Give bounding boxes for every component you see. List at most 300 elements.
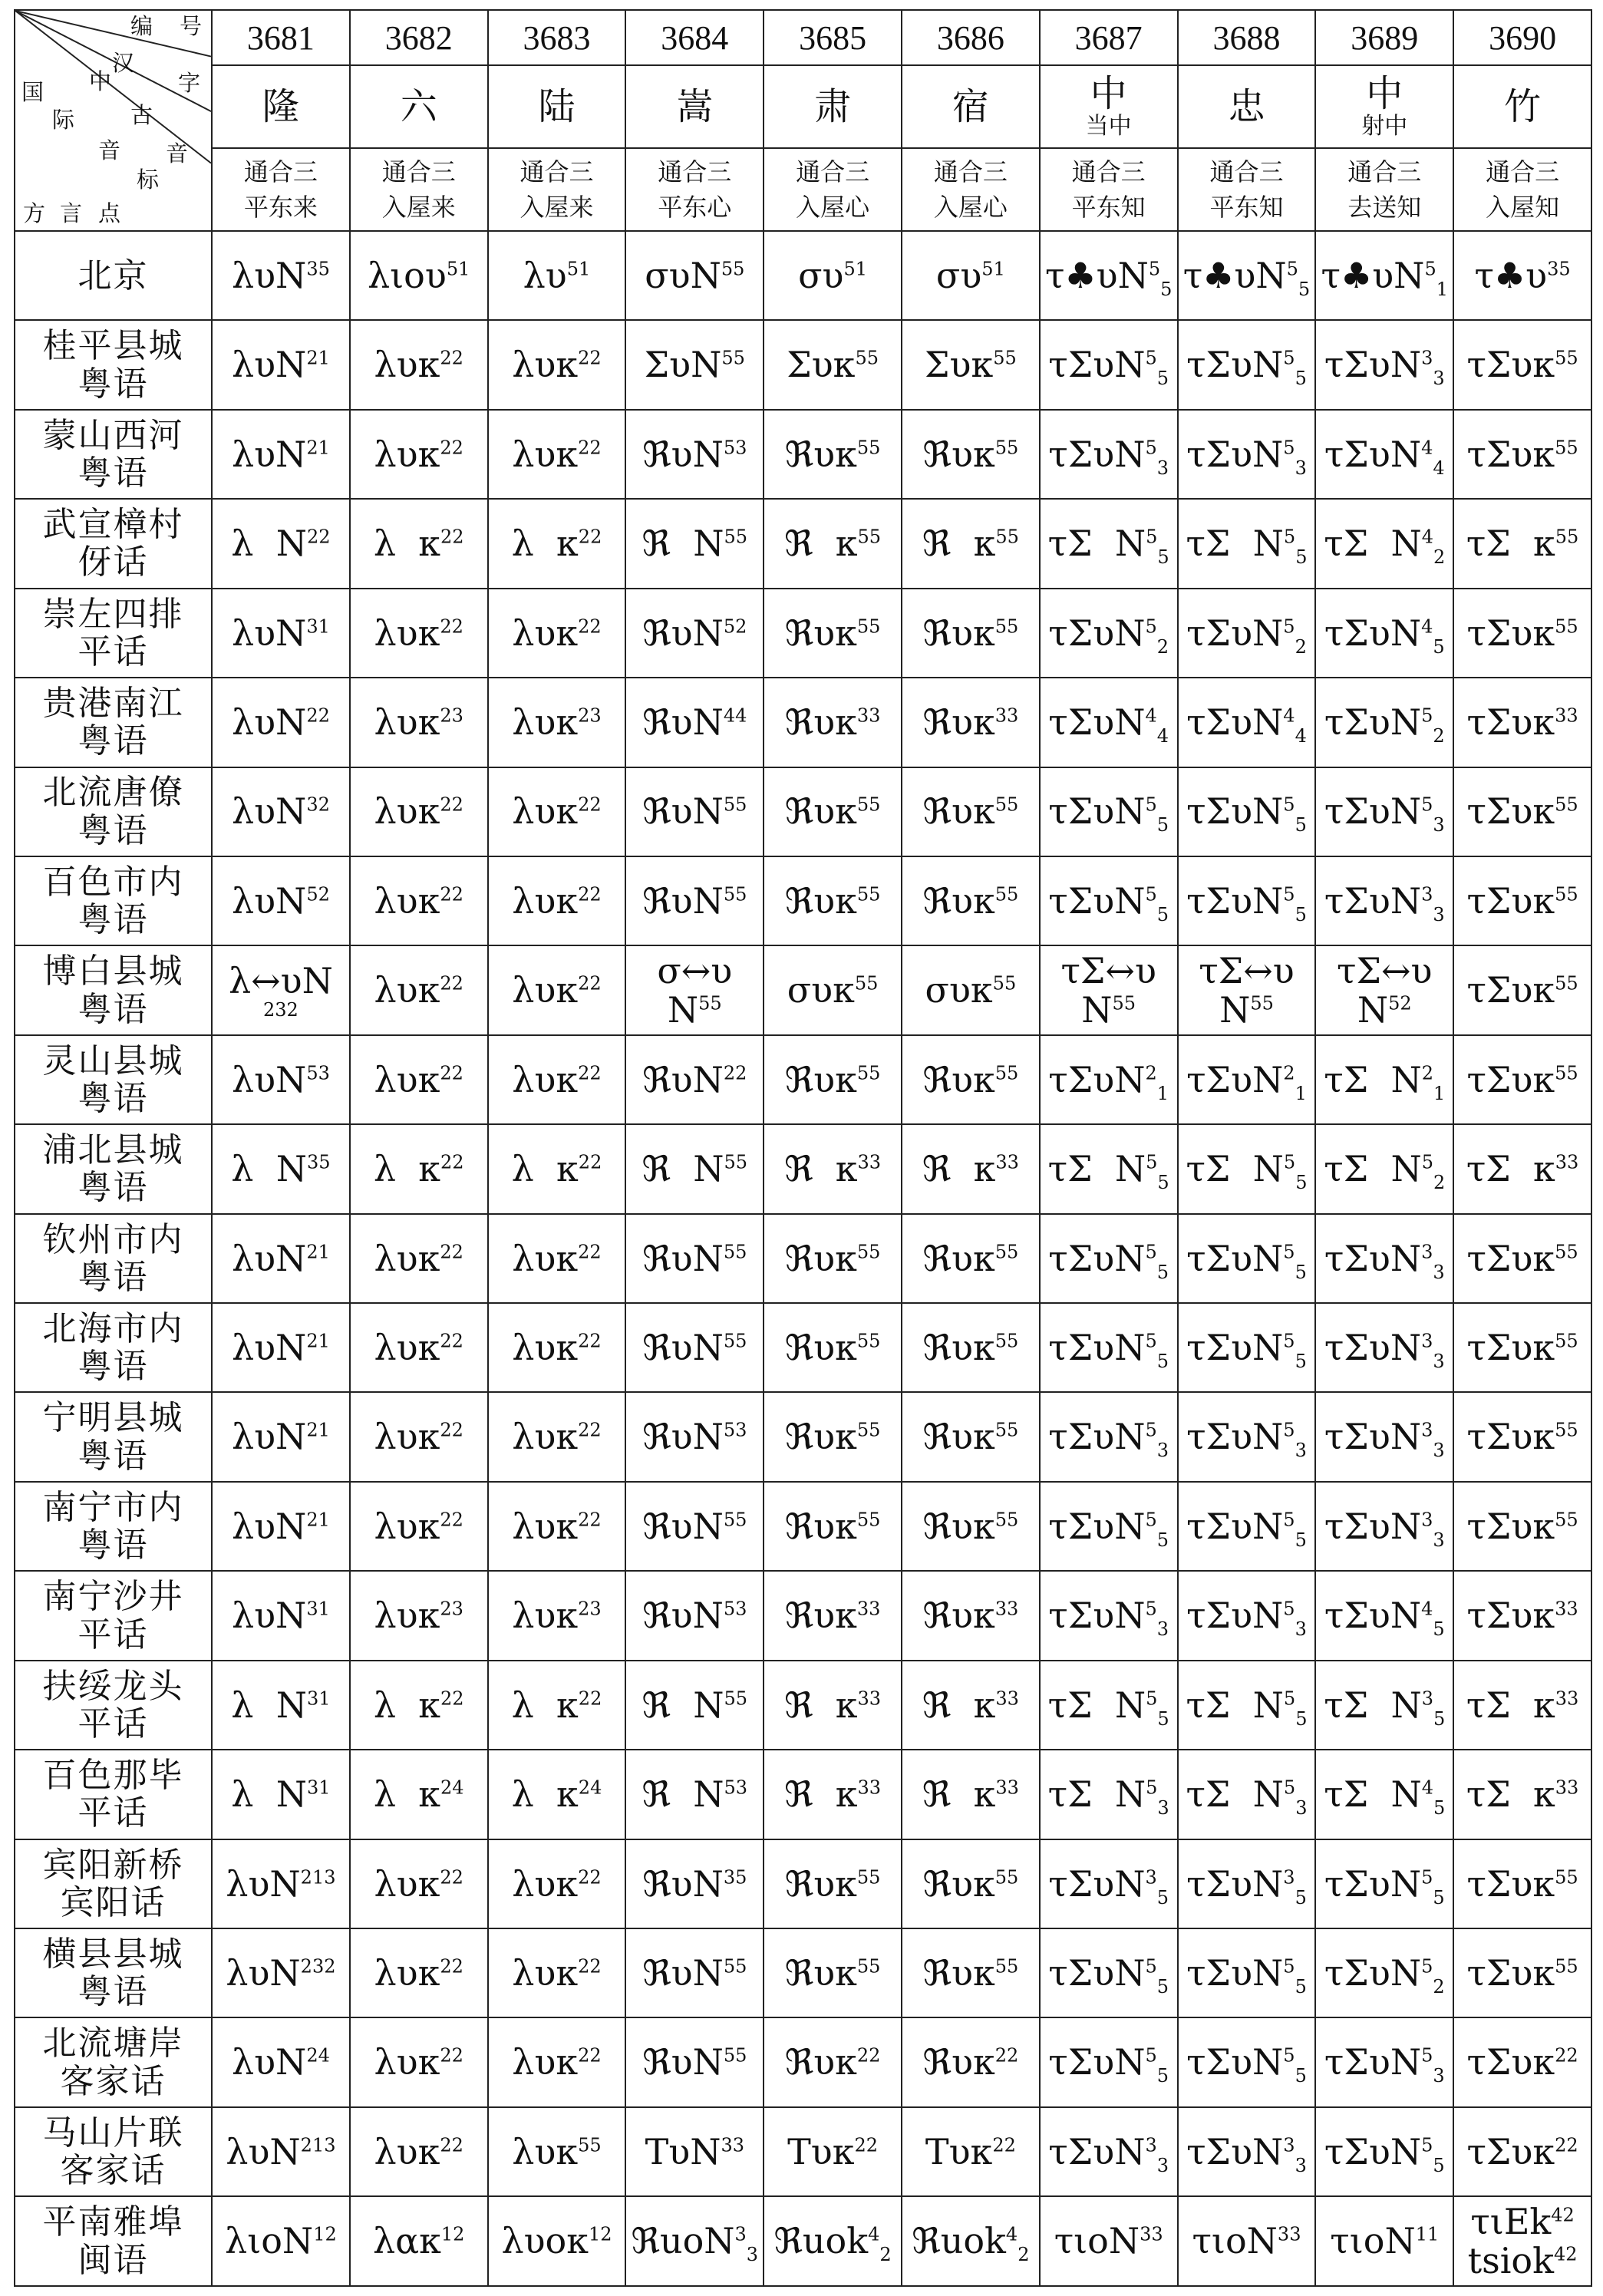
ipa-base: λυκ: [374, 1416, 440, 1458]
ipa-cell: [902, 1392, 1040, 1481]
ipa-line: [1454, 1239, 1591, 1278]
ipa-base: ℜ N: [642, 1773, 724, 1816]
tone-subscript: 5: [1433, 1797, 1446, 1819]
ipa-base: ℜυκ: [922, 1595, 995, 1637]
ipa-line: [489, 1239, 625, 1278]
tone-superscript: 55: [1555, 794, 1578, 816]
ipa-line: [213, 345, 349, 384]
tone-superscript: 4: [1145, 704, 1157, 727]
tone-superscript: 51: [446, 258, 470, 280]
ipa-base: λ N: [231, 1773, 307, 1816]
ipa-line: [1454, 879, 1591, 922]
ipa-cell: [350, 1482, 488, 1571]
ipa-cell: [1178, 1392, 1316, 1481]
tone-superscript: 44: [723, 704, 747, 727]
tone-superscript: 22: [578, 1241, 602, 1263]
site-dialect-type: 客家话: [60, 2061, 167, 2101]
ipa-base: τΣ↔υ: [1060, 949, 1156, 991]
site-dialect-type: 粤语: [78, 1436, 149, 1476]
table-row: [15, 1035, 1591, 1124]
ipa-base: λυκ: [512, 1951, 579, 1994]
ipa-line: [764, 1239, 901, 1278]
ipa-line: [902, 1507, 1039, 1546]
ipa-line: [1316, 790, 1453, 836]
ipa-base: λυκ: [374, 433, 440, 475]
ipa-line: [489, 1951, 625, 1994]
table-row: [15, 320, 1591, 409]
ipa-line: [1316, 344, 1453, 390]
tone-subscript: 5: [1156, 814, 1169, 836]
category-line-1: 通合三: [1347, 157, 1422, 186]
tone-superscript: 3: [1421, 883, 1433, 906]
ipa-base: λυN: [231, 1058, 307, 1100]
ipa-line: [351, 524, 487, 563]
ipa-base: λυN: [231, 612, 307, 654]
ipa-line: [489, 703, 625, 742]
ipa-cell: [1315, 945, 1453, 1034]
ipa-line: [1041, 433, 1177, 479]
category-line-2: 入屋来: [519, 193, 594, 222]
ipa-base: τΣυκ: [1466, 1595, 1555, 1637]
ipa-base: ℜυκ: [922, 1416, 995, 1458]
ipa-line: [489, 1417, 625, 1456]
ipa-line: [1179, 1684, 1315, 1730]
ipa-cell: [212, 2107, 350, 2196]
ipa-base: τΣ N: [1047, 1684, 1146, 1726]
ipa-line: [764, 879, 901, 922]
ipa-base: λ↔υN: [228, 960, 333, 1002]
ipa-cell: [764, 1214, 902, 1303]
tone-superscript: 213: [300, 1866, 336, 1889]
ipa-line: [1179, 1505, 1315, 1551]
ipa-cell: [902, 231, 1040, 320]
ipa-cell: [1178, 2196, 1316, 2286]
ipa-base: τΣυN: [1324, 1505, 1422, 1547]
ipa-line: [902, 879, 1039, 922]
tone-superscript: 33: [1555, 1598, 1578, 1620]
ipa-base: τΣυN: [1324, 1595, 1422, 1637]
ipa-base: τΣυN: [1186, 1505, 1284, 1547]
ipa-base: τΣυN: [1324, 879, 1422, 922]
ipa-line: [1179, 2041, 1315, 2087]
ipa-line: [1041, 1148, 1177, 1194]
ipa-base: λυοκ: [501, 2220, 589, 2262]
ipa-cell: [488, 1928, 626, 2017]
corner-header: [15, 10, 212, 231]
table-row: [15, 1928, 1591, 2017]
corner-label-zhonggu-1: 中: [89, 68, 112, 94]
tone-superscript: 35: [1547, 258, 1571, 280]
site-dialect-type: 粤语: [78, 1168, 149, 1208]
tone-superscript: 53: [723, 1420, 747, 1442]
column-middle-chinese-category: [1315, 148, 1453, 231]
ipa-cell: [1453, 1482, 1591, 1571]
ipa-cell: [488, 1750, 626, 1839]
site-dialect-type: 粤语: [78, 1972, 149, 2012]
ipa-line: [902, 792, 1039, 831]
ipa-line: [213, 2222, 349, 2261]
site-name: 博白县城: [42, 952, 184, 991]
tone-superscript: 22: [578, 1330, 602, 1352]
ipa-cell: [488, 945, 626, 1034]
tone-superscript: 51: [981, 258, 1005, 280]
tone-superscript: 22: [440, 1955, 463, 1978]
ipa-line: [626, 879, 763, 922]
ipa-cell: [625, 320, 764, 409]
ipa-base: λακ: [372, 2220, 441, 2262]
tone-subscript: 3: [1156, 457, 1169, 479]
ipa-cell: [902, 1839, 1040, 1928]
ipa-line: [489, 256, 625, 295]
tone-superscript: 55: [1555, 883, 1578, 906]
tone-superscript: 22: [578, 1866, 602, 1889]
tone-superscript: 22: [1555, 2134, 1578, 2156]
ipa-cell: [1453, 945, 1591, 1034]
ipa-cell: [488, 2017, 626, 2106]
ipa-base: λυκ: [512, 1595, 579, 1637]
ipa-line: [1316, 879, 1453, 926]
ipa-base: λυκ: [374, 1862, 440, 1905]
ipa-base: τΣυN: [1048, 344, 1146, 386]
ipa-cell: [350, 2196, 488, 2286]
tone-superscript: 22: [306, 526, 331, 548]
tone-superscript: 5: [1145, 794, 1157, 816]
ipa-base: λυκ: [512, 790, 579, 833]
ipa-line: [351, 1951, 487, 1994]
ipa-cell: [1315, 1035, 1453, 1124]
tone-superscript: 22: [992, 2134, 1016, 2156]
tone-superscript: 3: [1145, 2134, 1157, 2156]
ipa-cell: [350, 1839, 488, 1928]
ipa-base: τΣυN: [1186, 433, 1284, 475]
ipa-cell: [350, 1928, 488, 2017]
site-dialect-type: 粤语: [78, 810, 149, 850]
ipa-line: [1041, 254, 1177, 301]
tone-superscript-2: 55: [698, 992, 722, 1014]
ipa-cell: [1453, 678, 1591, 767]
ipa-base: λυκ: [374, 1505, 440, 1547]
ipa-line: [1454, 1686, 1591, 1725]
site-name: 贵港南江: [42, 684, 184, 724]
ipa-base: τΣυκ: [1466, 1951, 1555, 1994]
ipa-cell: [1315, 1303, 1453, 1392]
tone-subscript: 5: [1157, 1707, 1169, 1730]
table-row: [15, 231, 1591, 320]
ipa-base: ℜυN: [642, 1862, 724, 1905]
ipa-base: τΣυN: [1048, 1862, 1146, 1905]
site-name: 宁明县城: [42, 1398, 184, 1438]
ipa-line: [213, 962, 349, 1001]
tone-subscript: 3: [1295, 1440, 1307, 1462]
ipa-cell: [1178, 231, 1316, 320]
ipa-base: τΣυN: [1048, 1058, 1146, 1100]
ipa-cell: [1040, 2107, 1178, 2196]
tone-superscript: 5: [1145, 348, 1157, 369]
ipa-line: [351, 1775, 487, 1814]
ipa-line: [489, 614, 625, 653]
ipa-line: [902, 2043, 1039, 2082]
tone-superscript: 12: [440, 2224, 465, 2246]
tone-superscript: 22: [578, 615, 602, 638]
tone-superscript: 4: [1421, 437, 1433, 459]
ipa-base-2: N: [1219, 988, 1251, 1031]
ipa-cell: [1453, 499, 1591, 588]
character-usage-note: 射中: [1361, 112, 1408, 140]
tone-subscript: 3: [1433, 2065, 1445, 2087]
category-line-2: 入屋心: [933, 193, 1008, 222]
ipa-cell: [902, 410, 1040, 499]
ipa-line: [213, 614, 349, 653]
tone-superscript: 22: [440, 1241, 463, 1263]
ipa-cell: [1178, 320, 1316, 409]
ipa-line: [764, 1596, 901, 1635]
ipa-base: τΣυN: [1186, 701, 1284, 744]
tone-subscript: 5: [1156, 1261, 1169, 1283]
ipa-cell: [212, 767, 350, 856]
ipa-cell: [625, 231, 764, 320]
tone-subscript: 5: [1433, 635, 1445, 658]
dialect-site: [15, 2196, 212, 2286]
tone-subscript: 5: [1156, 1886, 1169, 1908]
ipa-cell: [212, 589, 350, 678]
ipa-line: [489, 1775, 625, 1814]
tone-superscript: 22: [440, 972, 463, 995]
ipa-line: [1454, 2202, 1591, 2242]
ipa-cell: [1040, 1303, 1178, 1392]
character-glyph: 嵩: [676, 84, 714, 128]
tone-superscript: 5: [1145, 2045, 1157, 2067]
ipa-cell: [1453, 1035, 1591, 1124]
column-number: 3685: [764, 10, 902, 65]
ipa-base: τΣ κ: [1466, 1148, 1555, 1190]
ipa-cell: [1315, 2017, 1453, 2106]
ipa-line: [213, 792, 349, 831]
tone-subscript: 1: [1433, 1082, 1446, 1104]
ipa-base: τΣυκ: [1466, 701, 1555, 744]
ipa-line: [764, 1775, 901, 1814]
ipa-cell: [350, 1571, 488, 1660]
ipa-base: τΣυN: [1048, 1416, 1146, 1458]
ipa-line: [1316, 1773, 1453, 1819]
ipa-cell: [902, 2107, 1040, 2196]
ipa-cell: [1040, 1661, 1178, 1750]
tone-superscript: 52: [723, 615, 747, 638]
tone-superscript: 33: [1555, 1151, 1579, 1173]
tone-superscript: 22: [1555, 2045, 1578, 2067]
ipa-cell: [625, 410, 764, 499]
category-line-1: 通合三: [1209, 157, 1284, 186]
tone-superscript: 5: [1146, 526, 1158, 548]
tone-superscript: 55: [994, 615, 1019, 638]
ipa-line: [764, 345, 901, 384]
ipa-line-2: [1041, 988, 1177, 1031]
ipa-cell: [350, 499, 488, 588]
ipa-line: [764, 1507, 901, 1546]
tone-superscript: 55: [856, 1420, 881, 1442]
tone-superscript: 21: [306, 1241, 330, 1263]
ipa-line: [1454, 1058, 1591, 1100]
site-dialect-type: 客家话: [60, 2151, 167, 2191]
ipa-base: τΣ↔υ: [1337, 949, 1433, 991]
tone-superscript: 22: [578, 348, 602, 369]
ipa-cell: [1040, 856, 1178, 945]
ipa-base: τΣ N: [1186, 1684, 1284, 1726]
category-line-2: 平东心: [658, 193, 732, 222]
dialect-site: [15, 320, 212, 409]
ipa-cell: [212, 1035, 350, 1124]
ipa-base: τΣυN: [1186, 1326, 1284, 1368]
ipa-base: λυκ: [374, 1951, 440, 1994]
ipa-base: ℜυκ: [922, 701, 995, 744]
ipa-cell: [212, 410, 350, 499]
ipa-base: ℜυκ: [784, 433, 857, 475]
ipa-line: [213, 524, 349, 563]
column-middle-chinese-category: [212, 148, 350, 231]
ipa-cell: [212, 856, 350, 945]
tone-superscript: 3: [1421, 1241, 1433, 1263]
tone-superscript: 33: [995, 1151, 1019, 1173]
ipa-base: τΣυN: [1186, 790, 1284, 833]
tone-superscript: 55: [721, 258, 745, 280]
tone-superscript: 33: [995, 1687, 1019, 1710]
ipa-base: λυκ: [374, 969, 440, 1011]
ipa-cell: [212, 2017, 350, 2106]
ipa-cell: [902, 1035, 1040, 1124]
ipa-line: [489, 2222, 625, 2261]
ipa-line: [351, 879, 487, 922]
ipa-line: [1041, 523, 1177, 569]
ipa-base: λ N: [231, 1684, 307, 1726]
ipa-cell: [212, 1214, 350, 1303]
ipa-base: τΣυN: [1048, 1595, 1146, 1637]
tone-superscript: 22: [578, 1062, 602, 1084]
ipa-base: λυN: [231, 344, 307, 386]
ipa-line-2: [1454, 2239, 1591, 2281]
table-row: [15, 410, 1591, 499]
tone-superscript: 5: [1145, 883, 1157, 906]
ipa-cell: [1315, 1392, 1453, 1481]
tone-superscript: 51: [843, 258, 868, 280]
tone-superscript: 213: [300, 2134, 336, 2156]
ipa-cell: [1453, 1928, 1591, 2017]
ipa-line: [1454, 1951, 1591, 1994]
ipa-base: τιοN: [1330, 2220, 1416, 2262]
ipa-base: ℜυκ: [784, 1951, 857, 1994]
tone-superscript: 5: [1283, 1151, 1296, 1173]
ipa-line: [489, 1507, 625, 1546]
ipa-cell: [764, 678, 902, 767]
ipa-line: [764, 614, 901, 653]
ipa-base: λ N: [231, 1148, 307, 1190]
ipa-cell: [1178, 945, 1316, 1034]
ipa-line: [351, 256, 487, 295]
ipa-base: τΣ↔υ: [1199, 949, 1295, 991]
ipa-line: [213, 703, 349, 742]
tone-superscript: 33: [994, 1598, 1019, 1620]
ipa-line: [351, 435, 487, 474]
ipa-base: λυN: [231, 2041, 307, 2083]
ipa-cell: [212, 2196, 350, 2286]
site-dialect-type: 粤语: [78, 721, 149, 761]
ipa-cell: [1453, 1392, 1591, 1481]
ipa-line: [764, 2130, 901, 2172]
site-name: 灵山县城: [42, 1041, 184, 1080]
ipa-base: τΣυN: [1324, 701, 1422, 744]
corner-label-biao: 标: [137, 167, 160, 193]
tone-superscript: 55: [856, 1062, 881, 1084]
ipa-line: [213, 1775, 349, 1814]
column-character: [625, 65, 764, 148]
ipa-cell: [902, 499, 1040, 588]
site-dialect-type: 平话: [78, 1615, 149, 1654]
tone-superscript: 5: [1145, 437, 1157, 459]
tone-superscript: 5: [1146, 1687, 1158, 1710]
column-number: 3690: [1453, 10, 1591, 65]
ipa-line: [626, 1507, 763, 1546]
ipa-base: τιEk: [1470, 2201, 1552, 2243]
ipa-line: [902, 1417, 1039, 1456]
ipa-base: λυκ: [512, 879, 579, 922]
tone-superscript: 5: [1146, 1776, 1158, 1799]
ipa-line: [213, 879, 349, 922]
ipa-cell: [1040, 767, 1178, 856]
dialect-site: [15, 856, 212, 945]
ipa-base: τΣυκ: [1466, 1505, 1555, 1547]
ipa-cell: [625, 1928, 764, 2017]
ipa-line: [1316, 523, 1453, 569]
ipa-base: τΣυκ: [1466, 790, 1555, 833]
site-dialect-type: 平话: [78, 1704, 149, 1743]
ipa-base: λυκ: [512, 1505, 579, 1547]
tone-superscript: 3: [1145, 1866, 1157, 1889]
ipa-line: [902, 1150, 1039, 1189]
tone-superscript: 33: [857, 1776, 882, 1799]
tone-superscript: 5: [1283, 1509, 1295, 1531]
ipa-base: Συκ: [924, 344, 994, 386]
site-name: 蒙山西河: [42, 415, 184, 455]
ipa-line: [1179, 1951, 1315, 1998]
ipa-base: τΣ N: [1047, 1773, 1146, 1816]
tone-subscript: 5: [1295, 1172, 1308, 1194]
tone-superscript: 33: [721, 2134, 745, 2156]
ipa-base: τΣυN: [1324, 2041, 1422, 2083]
tone-superscript: 55: [723, 1955, 747, 1978]
tone-superscript: 35: [306, 1151, 331, 1173]
ipa-cell: [625, 1839, 764, 1928]
ipa-line-2: [626, 988, 763, 1031]
dialect-site: [15, 1661, 212, 1750]
site-dialect-type: 粤语: [78, 900, 149, 940]
ipa-cell: [350, 1214, 488, 1303]
table-row: [15, 856, 1591, 945]
ipa-base: ℜ N: [642, 1148, 724, 1190]
ipa-cell: [488, 1214, 626, 1303]
ipa-base: λυN: [231, 701, 307, 744]
ipa-cell: [1040, 678, 1178, 767]
ipa-base: τΣ κ: [1466, 1684, 1555, 1726]
ipa-base: τΣυN: [1048, 790, 1146, 833]
ipa-base: τΣυN: [1048, 2130, 1146, 2172]
ipa-cell: [1178, 1482, 1316, 1571]
ipa-line: [764, 2043, 901, 2082]
tone-superscript: 55: [994, 1509, 1019, 1531]
tone-subscript: 3: [746, 2244, 759, 2266]
tone-superscript: 24: [578, 1776, 602, 1799]
tone-superscript: 22: [440, 794, 463, 816]
ipa-cell: [764, 320, 902, 409]
ipa-line: [213, 1150, 349, 1189]
dialect-site: [15, 945, 212, 1034]
